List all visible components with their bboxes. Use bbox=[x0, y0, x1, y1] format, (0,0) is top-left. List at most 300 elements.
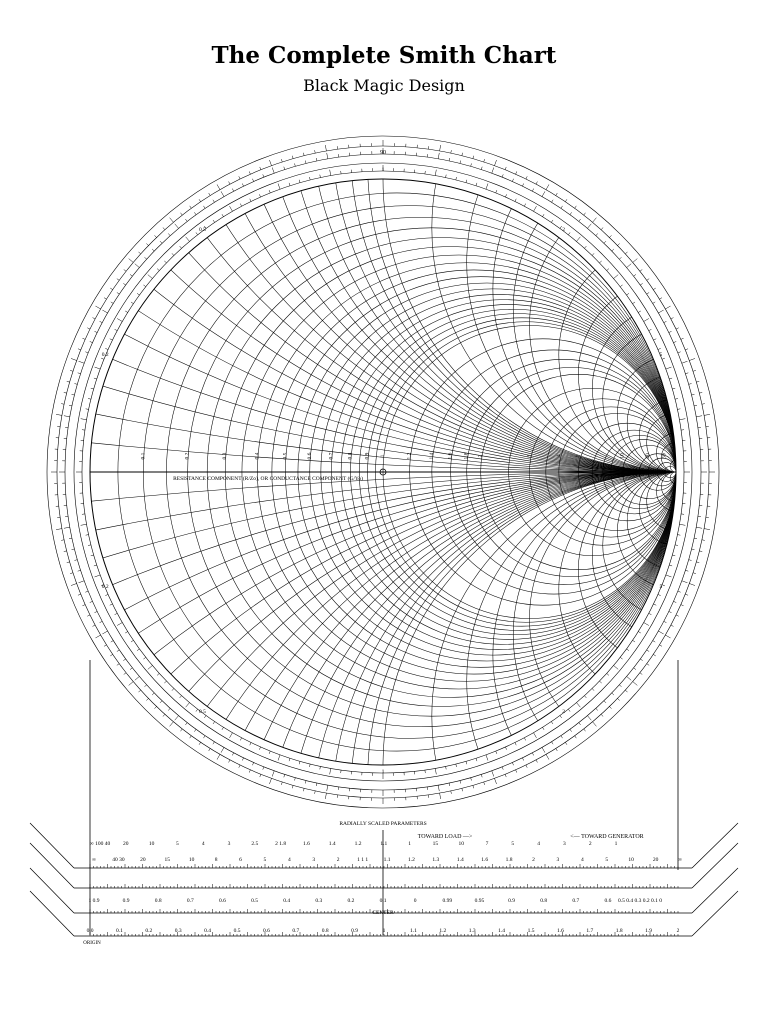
ring-tick bbox=[633, 682, 638, 686]
ring-tick bbox=[78, 373, 81, 374]
ring-tick bbox=[692, 549, 695, 550]
ring-tick bbox=[263, 767, 264, 770]
ring-tick bbox=[658, 631, 663, 634]
ring-tick bbox=[502, 767, 503, 770]
scale-row2-label: 5 bbox=[263, 857, 267, 863]
ring-tick bbox=[694, 538, 697, 539]
ring-tick bbox=[213, 200, 215, 203]
reactance-arc bbox=[0, 0, 768, 472]
ring-tick bbox=[666, 575, 672, 577]
scale-row4-label: 0.5 bbox=[251, 898, 259, 904]
ring-tick bbox=[649, 329, 652, 330]
scale-row5-label: 1.1 bbox=[409, 928, 417, 934]
ring-tick bbox=[536, 760, 537, 763]
scale-row1-label: 3 bbox=[563, 841, 566, 847]
ring-tick bbox=[627, 649, 629, 651]
ring-tick bbox=[125, 311, 128, 313]
ring-tick bbox=[696, 562, 699, 563]
ring-tick bbox=[327, 785, 328, 791]
ring-tick bbox=[669, 378, 672, 379]
ring-tick bbox=[72, 394, 75, 395]
ring-tick bbox=[638, 311, 641, 313]
ring-tick bbox=[185, 723, 187, 725]
scale-row5-label: 1.9 bbox=[645, 928, 653, 934]
ring-tick bbox=[168, 233, 170, 235]
scale-row4-label: 0.5 0.4 0.3 0.2 0.1 0 bbox=[618, 898, 662, 904]
ring-tick bbox=[570, 729, 572, 731]
ring-tick bbox=[620, 657, 622, 659]
ring-tick bbox=[94, 565, 97, 566]
resistance-label: 50 bbox=[661, 453, 668, 459]
ring-tick bbox=[451, 150, 452, 153]
ring-tick bbox=[584, 246, 586, 248]
resistance-label: 10 bbox=[619, 453, 626, 459]
ring-tick bbox=[172, 689, 174, 691]
ruler-slant bbox=[30, 843, 74, 888]
scale-row2-label: 40 30 bbox=[112, 857, 125, 863]
ring-tick bbox=[157, 269, 159, 271]
ring-tick bbox=[460, 161, 461, 164]
ring-tick bbox=[675, 398, 678, 399]
ring-tick bbox=[232, 753, 233, 756]
resistance-label: 0.3 bbox=[222, 452, 229, 460]
scale-row1-label: 5 bbox=[176, 841, 179, 847]
ring-tick bbox=[90, 601, 93, 602]
reactance-arc bbox=[617, 472, 734, 589]
ring-tick bbox=[160, 241, 162, 243]
reactance-arc bbox=[0, 0, 768, 472]
ring-tick bbox=[217, 184, 220, 189]
scale-row1-label: 15 bbox=[432, 841, 439, 847]
ring-tick bbox=[129, 259, 134, 263]
ring-tick bbox=[123, 283, 125, 285]
ring-tick bbox=[269, 160, 271, 166]
ring-tick bbox=[689, 384, 692, 385]
ring-tick bbox=[471, 163, 472, 166]
ring-tick bbox=[473, 785, 474, 788]
ring-tick bbox=[163, 714, 165, 716]
ring-tick bbox=[190, 206, 192, 208]
ring-tick bbox=[186, 237, 190, 242]
ring-tick bbox=[579, 723, 581, 725]
ring-tick bbox=[607, 673, 609, 675]
ring-tick bbox=[102, 310, 107, 313]
ring-tick bbox=[659, 645, 662, 647]
ring-tick bbox=[576, 703, 580, 708]
ring-tick bbox=[137, 293, 139, 295]
reactance-arc bbox=[225, 472, 768, 1024]
ring-tick bbox=[462, 788, 463, 791]
reactance-arc bbox=[257, 0, 768, 472]
ring-tick bbox=[87, 615, 90, 616]
scale-row2-label: 20 bbox=[652, 857, 659, 863]
ring-tick bbox=[292, 785, 293, 788]
ring-tick bbox=[115, 613, 118, 614]
ring-tick bbox=[592, 253, 594, 255]
scale-row1-label: 1.4 bbox=[328, 841, 336, 847]
ring-tick bbox=[592, 689, 594, 691]
scale-row1-label: 2 1.8 bbox=[275, 841, 287, 847]
scale-row4-label: 0.8 bbox=[154, 898, 162, 904]
scale-row4-label: 0.99 bbox=[442, 898, 453, 904]
ring-tick bbox=[93, 625, 96, 626]
scale-row5-label: 1.5 bbox=[527, 928, 535, 934]
ring-tick bbox=[576, 237, 580, 242]
ring-tick bbox=[609, 707, 611, 709]
reactance-arc bbox=[310, 0, 768, 472]
ring-tick bbox=[516, 171, 517, 174]
ring-tick bbox=[175, 224, 179, 229]
ring-tick bbox=[71, 358, 77, 360]
ring-tick bbox=[676, 615, 679, 616]
ring-tick bbox=[587, 224, 591, 229]
ring-tick bbox=[699, 551, 702, 552]
scale-row2-label: 3 bbox=[312, 857, 316, 863]
reactance-arc bbox=[0, 0, 768, 472]
ring-tick bbox=[299, 761, 300, 764]
ring-tick bbox=[522, 758, 523, 761]
ring-tick bbox=[135, 264, 140, 268]
ring-tick bbox=[299, 180, 300, 183]
ring-tick bbox=[64, 551, 67, 552]
ring-tick bbox=[612, 693, 614, 695]
ring-tick bbox=[438, 785, 439, 791]
ring-tick bbox=[170, 722, 174, 727]
scale-row5-label: 0.6 bbox=[262, 928, 270, 934]
ring-tick bbox=[289, 758, 290, 761]
ring-tick bbox=[682, 581, 688, 583]
ring-tick bbox=[669, 611, 672, 612]
scale-row5-label: 1.7 bbox=[586, 928, 594, 934]
scale-row1-label: 7 bbox=[485, 841, 489, 847]
ring-tick bbox=[148, 275, 153, 279]
reactance-arc bbox=[559, 238, 768, 472]
ring-tick bbox=[633, 640, 635, 642]
scale-row4-label: 0.1 bbox=[379, 898, 387, 904]
ring-tick bbox=[435, 768, 436, 774]
scale-row5-label: 0.1 bbox=[115, 928, 123, 934]
resistance-label: 0.5 bbox=[282, 452, 289, 460]
reactance-label: 5 bbox=[659, 352, 663, 359]
scale-row2-label: 15 bbox=[164, 857, 170, 863]
scale-row5-label: 1.6 bbox=[556, 928, 564, 934]
ring-tick bbox=[593, 722, 597, 727]
ring-tick bbox=[685, 594, 688, 595]
ring-tick bbox=[593, 218, 597, 223]
ring-tick bbox=[662, 585, 665, 586]
ring-tick bbox=[674, 601, 677, 602]
ring-tick bbox=[284, 167, 285, 170]
reactance-arc bbox=[143, 472, 768, 1024]
ring-tick bbox=[699, 392, 702, 393]
ring-tick bbox=[619, 685, 621, 687]
scales-header: RADIALLY SCALED PARAMETERS bbox=[339, 821, 427, 827]
ring-tick bbox=[466, 180, 467, 183]
ring-tick bbox=[664, 321, 667, 322]
ring-tick bbox=[117, 650, 119, 652]
ring-tick bbox=[620, 285, 622, 287]
reactance-arc bbox=[432, 0, 768, 472]
ring-tick bbox=[696, 527, 702, 528]
ring-tick bbox=[143, 657, 145, 659]
origin-word: ORIGIN bbox=[83, 941, 101, 946]
ring-tick bbox=[64, 527, 70, 528]
ring-tick bbox=[633, 302, 635, 304]
reactance-label: 0.5 bbox=[198, 708, 206, 715]
ring-tick bbox=[164, 261, 166, 263]
scale-row2-label: 4 bbox=[287, 857, 291, 863]
ring-tick bbox=[93, 318, 96, 319]
ring-tick bbox=[679, 524, 685, 525]
ring-tick bbox=[702, 540, 705, 541]
ring-tick bbox=[85, 591, 88, 592]
ring-tick bbox=[152, 693, 154, 695]
ring-tick bbox=[242, 758, 243, 761]
ring-tick bbox=[110, 654, 112, 656]
ring-tick bbox=[69, 538, 72, 539]
ring-tick bbox=[565, 199, 567, 201]
ring-tick bbox=[269, 190, 270, 193]
ring-tick bbox=[144, 257, 146, 259]
ring-tick bbox=[330, 768, 331, 774]
ring-tick bbox=[130, 274, 132, 276]
scale-row4-label: 0.2 bbox=[347, 898, 355, 904]
scale-row4-label: 0.7 bbox=[572, 898, 580, 904]
ring-tick bbox=[144, 685, 146, 687]
resistance-label: 1.4 bbox=[428, 452, 435, 460]
ring-tick bbox=[704, 529, 710, 530]
ring-tick bbox=[496, 190, 497, 193]
ring-tick bbox=[505, 167, 506, 170]
ring-tick bbox=[515, 199, 516, 202]
ring-tick bbox=[671, 318, 674, 319]
ring-tick bbox=[526, 765, 527, 768]
ring-tick bbox=[694, 405, 697, 406]
ring-tick bbox=[180, 246, 182, 248]
ring-tick bbox=[435, 170, 436, 176]
ring-tick bbox=[230, 733, 233, 738]
ring-tick bbox=[229, 760, 230, 763]
ring-tick bbox=[568, 232, 570, 234]
ring-tick bbox=[614, 275, 619, 279]
ring-tick bbox=[486, 184, 488, 190]
ring-tick bbox=[137, 649, 139, 651]
ring-tick bbox=[213, 220, 215, 222]
ring-tick bbox=[70, 573, 73, 574]
ring-tick bbox=[516, 770, 517, 773]
ring-tick bbox=[194, 212, 196, 214]
ring-tick bbox=[78, 594, 81, 595]
ring-tick bbox=[575, 736, 577, 738]
ring-tick bbox=[677, 535, 680, 536]
ring-tick bbox=[101, 358, 104, 359]
resistance-label: 2 bbox=[477, 454, 484, 458]
reactance-arc bbox=[285, 0, 768, 472]
scale-row4-label: 0.7 bbox=[186, 898, 194, 904]
ring-tick bbox=[185, 219, 187, 221]
ring-tick bbox=[570, 212, 572, 214]
ring-tick bbox=[669, 565, 672, 566]
scale-row2-label: 10 bbox=[628, 857, 634, 863]
ring-tick bbox=[111, 641, 114, 643]
ring-tick bbox=[64, 416, 70, 417]
ring-tick bbox=[689, 583, 695, 585]
scale-row4-label: 0.9 bbox=[122, 898, 130, 904]
ring-tick bbox=[213, 722, 215, 724]
ring-tick bbox=[675, 545, 678, 546]
reactance-label: 0.2 bbox=[101, 352, 109, 359]
resistance-label: 5 bbox=[575, 454, 582, 458]
ring-tick bbox=[146, 243, 148, 245]
ring-tick bbox=[647, 292, 649, 294]
ring-tick bbox=[222, 727, 224, 730]
ring-tick bbox=[260, 167, 261, 170]
ring-tick bbox=[640, 659, 642, 661]
ring-tick bbox=[252, 179, 253, 182]
ring-tick bbox=[79, 361, 85, 363]
ring-tick bbox=[649, 613, 652, 614]
ring-tick bbox=[682, 361, 688, 363]
scale-row1-label: ∞ 100 40 bbox=[89, 841, 111, 847]
ring-tick bbox=[78, 349, 81, 350]
ring-tick bbox=[320, 766, 321, 769]
ring-tick bbox=[704, 414, 710, 415]
ring-tick bbox=[170, 218, 174, 223]
ring-tick bbox=[157, 673, 159, 675]
ring-tick bbox=[252, 763, 253, 766]
ring-tick bbox=[526, 176, 527, 179]
ring-tick bbox=[209, 193, 211, 196]
ring-tick bbox=[204, 716, 206, 718]
radial-scales bbox=[30, 660, 738, 946]
scale-row5-label: 1.4 bbox=[498, 928, 506, 934]
ring-tick bbox=[209, 748, 211, 751]
scale-row1-label: 1.2 bbox=[354, 841, 362, 847]
resistance-label: 0.1 bbox=[140, 452, 147, 460]
toward-load-label: TOWARD LOAD —> bbox=[417, 834, 473, 840]
ring-tick bbox=[72, 549, 75, 550]
ruler-slant bbox=[30, 823, 74, 868]
ring-tick bbox=[104, 298, 107, 300]
ring-tick bbox=[284, 774, 285, 777]
ring-tick bbox=[309, 764, 310, 767]
ring-tick bbox=[644, 319, 649, 322]
resistance-label: 1 bbox=[380, 454, 386, 458]
scale-row1-label: 20 bbox=[123, 841, 129, 847]
ring-tick bbox=[240, 738, 241, 741]
scale-row4-label: 0.8 bbox=[540, 898, 548, 904]
ring-tick bbox=[196, 232, 198, 234]
reactance-arc bbox=[347, 472, 768, 1024]
ring-tick bbox=[543, 214, 545, 217]
ruler-slant bbox=[692, 891, 738, 936]
ring-tick bbox=[604, 241, 606, 243]
ring-tick bbox=[543, 727, 545, 730]
scale-row2-label: 1.4 bbox=[456, 857, 464, 863]
ring-tick bbox=[440, 145, 441, 151]
ring-tick bbox=[249, 770, 250, 773]
ring-tick bbox=[600, 261, 602, 263]
reactance-arc bbox=[143, 0, 768, 472]
ring-tick bbox=[146, 698, 148, 700]
ring-tick bbox=[94, 331, 97, 332]
ring-tick bbox=[239, 176, 240, 179]
ring-tick bbox=[123, 659, 125, 661]
scale-row1-label: 10 bbox=[148, 841, 155, 847]
ring-tick bbox=[222, 214, 224, 217]
ring-tick bbox=[627, 676, 632, 680]
ruler-slant bbox=[692, 823, 738, 868]
ring-tick bbox=[601, 228, 603, 230]
ring-tick bbox=[532, 753, 533, 756]
reactance-label: 5 bbox=[659, 583, 663, 590]
ring-tick bbox=[584, 213, 586, 215]
ring-tick bbox=[693, 573, 696, 574]
ring-tick bbox=[556, 193, 558, 196]
ring-tick bbox=[584, 696, 586, 698]
ring-tick bbox=[315, 791, 316, 794]
ring-tick bbox=[456, 177, 457, 180]
ring-tick bbox=[618, 243, 620, 245]
scale-row2-label: 6 bbox=[239, 857, 242, 863]
scale-row4-label: 0 bbox=[413, 898, 417, 904]
scale-row2-label: 1.1 bbox=[383, 857, 391, 863]
ring-tick bbox=[449, 158, 450, 161]
scale-row1-label: 1 bbox=[614, 841, 618, 847]
ring-tick bbox=[81, 419, 87, 420]
reactance-arc bbox=[368, 472, 768, 1024]
ring-tick bbox=[64, 392, 67, 393]
ring-tick bbox=[199, 742, 201, 744]
ring-tick bbox=[476, 758, 477, 761]
ring-tick bbox=[634, 668, 636, 670]
resistance-label: 20 bbox=[645, 453, 652, 459]
scale-row4-label: 0.4 bbox=[283, 898, 291, 904]
ring-tick bbox=[696, 381, 699, 382]
scale-row2-label: 2 bbox=[532, 857, 535, 863]
ring-tick bbox=[117, 623, 122, 626]
ring-tick bbox=[164, 681, 166, 683]
ring-tick bbox=[653, 302, 656, 304]
ring-tick bbox=[556, 748, 558, 751]
ring-tick bbox=[131, 302, 133, 304]
ring-tick bbox=[456, 764, 457, 767]
ring-tick bbox=[125, 632, 128, 634]
ring-tick bbox=[692, 394, 695, 395]
ring-tick bbox=[524, 738, 525, 741]
ring-tick bbox=[91, 388, 94, 389]
ring-tick bbox=[249, 171, 250, 174]
ring-tick bbox=[90, 341, 93, 342]
ring-tick bbox=[160, 701, 162, 703]
reactance-arc bbox=[0, 0, 768, 472]
ring-tick bbox=[325, 793, 326, 799]
ring-tick bbox=[111, 302, 114, 304]
ring-tick bbox=[536, 182, 537, 185]
ring-tick bbox=[653, 641, 656, 643]
scale-row5-label: 0.9 bbox=[351, 928, 359, 934]
scale-row1-label: 1.1 bbox=[380, 841, 388, 847]
reactance-label: 1 bbox=[381, 167, 385, 173]
ring-tick bbox=[303, 788, 304, 791]
ring-tick bbox=[666, 367, 672, 369]
scale-row2-label: 2 bbox=[336, 857, 340, 863]
reactance-arc bbox=[257, 472, 768, 1024]
ring-tick bbox=[665, 635, 670, 638]
scale-row4-label: 0.9 bbox=[508, 898, 515, 904]
ring-tick bbox=[484, 782, 485, 785]
ring-tick bbox=[466, 761, 467, 764]
